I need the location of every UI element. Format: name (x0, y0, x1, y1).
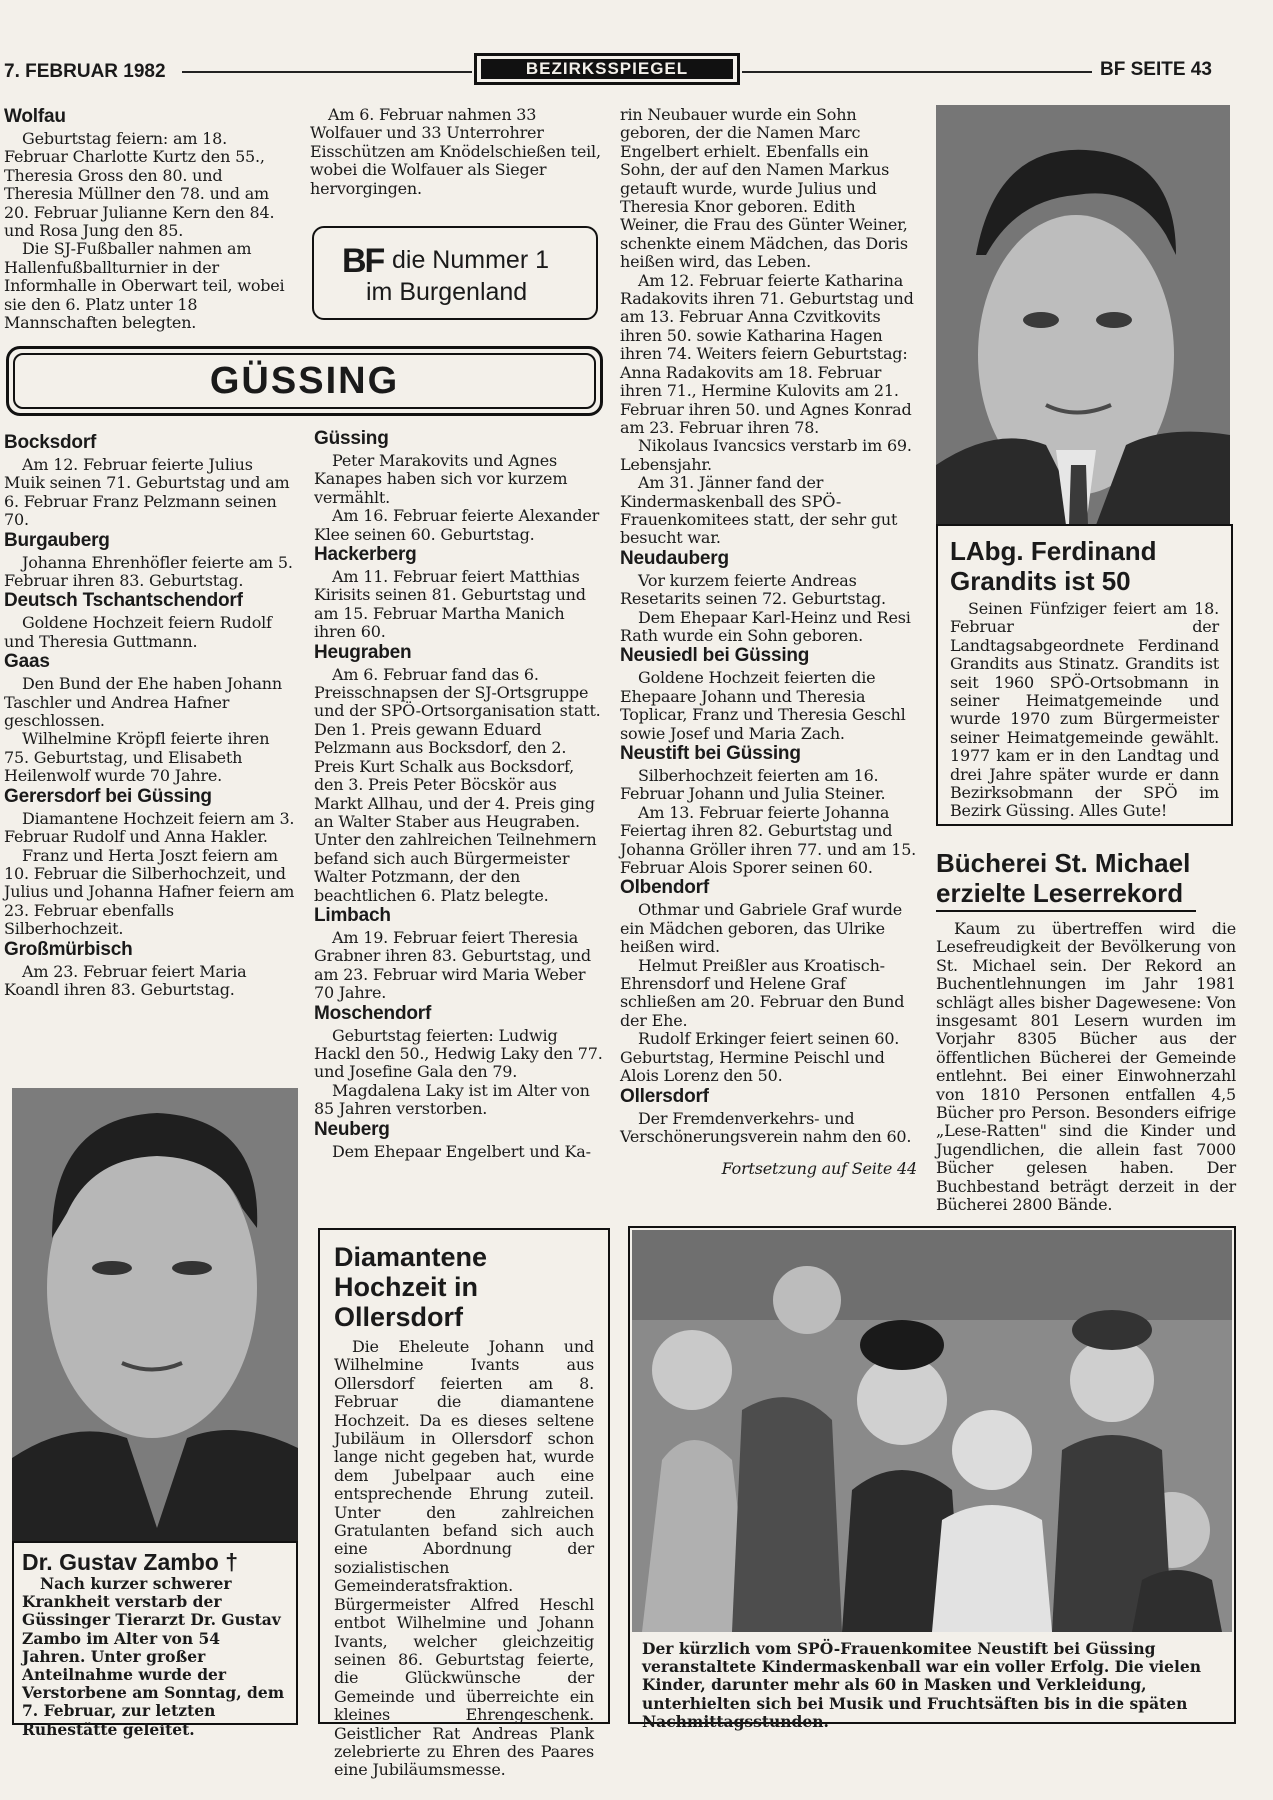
column-3 (620, 106, 917, 1179)
grandits-box (936, 524, 1233, 826)
village-paragraph: Geburtstag feierten: Ludwig Hackl den 50., Hedwig Laky den 77. und Josefine Gala den 79. (314, 1025, 603, 1082)
section-label: BEZIRKSSPIEGEL (474, 53, 740, 85)
promo-box (312, 226, 598, 320)
village-bocksdorf (4, 432, 296, 530)
village-title: Großmürbisch (4, 938, 133, 960)
wolfau-continued (310, 106, 604, 198)
region-banner (6, 346, 603, 416)
village-paragraph: Der Fremdenverkehrs- und Verschönerungsverein nahm den 60. (620, 1108, 912, 1146)
page-number: BF SEITE 43 (1100, 59, 1212, 80)
village-neustift-bei-gussing (620, 743, 917, 877)
village-title: Moschendorf (314, 1002, 432, 1024)
village-paragraph: Magdalena Laky ist im Alter von 85 Jahren verstorben. (314, 1080, 590, 1119)
village-gerersdorf-bei-gussing (4, 786, 296, 939)
buecherei-title: Bücherei St. Michael erzielte Leserrekord (936, 848, 1196, 912)
buecherei-article (936, 848, 1236, 1215)
village-title: Gerersdorf bei Güssing (4, 785, 212, 807)
neuberg-paragraph: Nikolaus Ivancsics verstarb im 69. Lebensjahr. (620, 436, 912, 474)
village-title: Neudauberg (620, 547, 729, 569)
neuberg-paragraph: Am 12. Februar feierte Katharina Radakovits ihren 71. Geburtstag und am 13. Februar Anna Czvitkovits ihren 50. sowie Katharina Hagen ihren 74. Weiters feiern Geburtstag: Anna Radakovits am 18. Februar ihren 71., Hermine Kulovits am 21. Februar ihren 50. und Agnes Konrad am 23. Februar ihren 78. (620, 270, 914, 437)
wolfau-paragraph: Die SJ-Fußballer nahmen am Hallenfußballturnier in der Informhalle in Oberwart teil, wobei sie den 6. Platz unter 18 Mannschaften belegten. (4, 239, 285, 333)
promo-line2: im Burgenland (366, 278, 528, 306)
village-title: Güssing (314, 428, 389, 449)
diamantene-title: Diamantene Hochzeit in Ollersdorf (334, 1242, 488, 1332)
village-title: Heugraben (314, 641, 412, 663)
village-paragraph: Goldene Hochzeit feierten die Ehepaare Johann und Theresia Toplicar, Franz und Theresia Geschl sowie Josef und Maria Zach. (620, 668, 906, 743)
continuation-note: Fortsetzung auf Seite 44 (721, 1159, 917, 1179)
village-title: Neuberg (314, 1118, 390, 1140)
bf-logo: BF (342, 242, 384, 280)
village-burgauberg (4, 530, 296, 591)
village-paragraph: Am 6. Februar fand das 6. Preisschnapsen der SJ-Ortsgruppe und der SPÖ-Ortsorganisation statt. Den 1. Preis gewann Eduard Pelzmann aus Bocksdorf, den 2. Preis Kurt Schalk aus Bocksdorf, den 3. Preis Peter Böcskör aus Markt Allhau, und der 4. Preis ging an Walter Staber aus Heugraben. Unter den zahlreichen Teilnehmern befand sich auch Bürgermeister Walter Potzmann, der den beachtlichen 6. Platz belegte. (314, 664, 601, 905)
zambo-title: Dr. Gustav Zambo † (22, 1549, 239, 1575)
village-title: Bocksdorf (4, 432, 97, 453)
village-paragraph: Goldene Hochzeit feiern Rudolf und Theresia Guttmann. (4, 613, 272, 651)
maskenball-photo (632, 1230, 1232, 1632)
grandits-text: Seinen Fünfziger feiert am 18. Februar der Landtagsabgeordnete Ferdinand Grandits aus Stinatz. Grandits ist seit 1960 SPÖ-Ortsobmann in seiner Heimatgemeinde und wurde 1970 zum Bürgermeister seiner Heimatgemeinde gewählt. 1977 kam er in den Landtag und drei Jahre später wurde er dann Bezirksobmann der SPÖ im Bezirk Güssing. Alles Gute! (950, 599, 1219, 821)
village-paragraph: Wilhelmine Kröpfl feierte ihren 75. Geburtstag, und Elisabeth Heilenwolf wurde 70 Jahre. (4, 729, 270, 786)
promo-line1: die Nummer 1 (392, 246, 549, 274)
village-title: Gaas (4, 651, 50, 673)
header-rule-left (182, 71, 472, 73)
village-paragraph: Am 16. Februar feierte Alexander Klee seinen 60. Geburtstag. (314, 506, 600, 544)
maskenball-caption: Der kürzlich vom SPÖ-Frauenkomitee Neustift bei Güssing veranstaltete Kindermaskenball war ein voller Erfolg. Die vielen Kinder, darunter mehr als 60 in Masken und Verkleidung, unterhielten sich bei Musik und Fruchtsäften bis in die späten Nachmittagsstunden. (642, 1639, 1201, 1731)
village-neuberg (314, 1119, 608, 1161)
village-title: Ollersdorf (620, 1085, 709, 1107)
village-paragraph: Vor kurzem feierte Andreas Resetarits seinen 72. Geburtstag. (620, 570, 886, 609)
grandits-title: LAbg. Ferdinand Grandits ist 50 (950, 536, 1157, 596)
diamantene-text: Die Eheleute Johann und Wilhelmine Ivants aus Ollersdorf feierten am 8. Februar die diamantene Hochzeit. Da es dieses seltene Jubiläum in Ollersdorf schon lange nicht gegeben hat, wurde dem Jubelpaar auch eine entsprechende Ehrung zuteil. Unter den zahlreichen Gratulanten befand sich auch eine Abordnung der sozialistischen Gemeinderatsfraktion. Bürgermeister Alfred Heschl entbot Wilhelmine und Johann Ivants, welcher gleichzeitig seinen 86. Geburtstag feierte, die Glückwünsche der Gemeinde und überreichte ein kleines Ehrengeschenk. Geistlicher Rat Andreas Plank zelebrierte zu Ehren des Paares eine Jubiläumsmesse. (334, 1337, 594, 1780)
neuberg-paragraph: rin Neubauer wurde ein Sohn geboren, der die Namen Marc Engelbert erhielt. Ebenfalls ein Sohn, der auf den Namen Markus getauft wurde, wurde Julius und Theresia Knor geboren. Edith Weiner, die Frau des Günter Weiner, schenkte einem Mädchen, das Doris heißen wird, das Leben. (620, 105, 908, 272)
neuberg-paragraph: Am 31. Jänner fand der Kindermaskenball des SPÖ-Frauenkomitees statt, der sehr gut besucht war. (620, 473, 898, 548)
village-title: Olbendorf (620, 877, 709, 899)
column-1 (4, 432, 296, 999)
village-hackerberg (314, 544, 608, 642)
header-date: 7. FEBRUAR 1982 (4, 61, 166, 82)
buecherei-text: Kaum zu übertreffen wird die Lesefreudigkeit der Bevölkerung von St. Michael sein. Der Rekord an Buchentlehnungen im Jahr 1981 schlägt alles bisher Dagewesene: Von insgesamt 801 Lesern wurden im Vorjahr 8305 Bücher aus der öffentlichen Bücherei der Gemeinde entlehnt. Bei einer Einwohnerzahl von 1810 Personen entfallen 4,5 Bücher pro Person. Besonders eifrige „Lese-Ratten" sind die Kinder und Jugendlichen, die allein fast 7000 Bücher gelesen haben. Der Buchbestand beträgt derzeit in der Bücherei 2800 Bände. (936, 919, 1236, 1215)
header-rule-right (742, 71, 1092, 73)
wolfau-paragraph: Geburtstag feiern: am 18. Februar Charlotte Kurtz den 55., Theresia Gross den 80. und Theresia Müllner den 78. und am 20. Februar Julianne Kern den 84. und Rosa Jung den 85. (4, 129, 275, 241)
grandits-portrait-image (936, 105, 1230, 525)
zambo-text: Nach kurzer schwerer Krankheit verstarb der Güssinger Tierarzt Dr. Gustav Zambo im Alter von 54 Jahren. Unter großer Anteilnahme wurde der Verstorbene am Sonntag, dem 7. Februar, zur letzten Ruhestätte geleitet. (22, 1574, 285, 1739)
village-grossmurbisch (4, 939, 296, 1000)
village-paragraph: Helmut Preißler aus Kroatisch-Ehrensdorf und Helene Graf schließen am 20. Februar den Bund der Ehe. (620, 955, 905, 1030)
village-moschendorf (314, 1003, 608, 1119)
village-paragraph: Johanna Ehrenhöfler feierte am 5. Februar ihren 83. Geburtstag. (4, 552, 293, 591)
wolfau-article (4, 106, 292, 332)
village-paragraph: Den Bund der Ehe haben Johann Taschler und Andrea Hafner geschlossen. (4, 674, 283, 731)
region-banner-title: GÜSSING (209, 359, 400, 402)
village-paragraph: Am 13. Februar feierte Johanna Feiertag ihren 82. Geburtstag und Johanna Gröller ihren 77. und am 15. Februar Alois Sporer seinen 60. (620, 802, 917, 878)
village-neudauberg (620, 548, 917, 646)
village-paragraph: Silberhochzeit feierten am 16. Februar Johann und Julia Steiner. (620, 766, 886, 804)
village-title: Limbach (314, 904, 391, 926)
village-paragraph: Rudolf Erkinger feiert seinen 60. Geburtstag, Hermine Peischl und Alois Lorenz den 50. (620, 1029, 900, 1086)
village-paragraph: Franz und Herta Joszt feiern am 10. Februar die Silberhochzeit, und Julius und Johanna Hafner feiern am 23. Februar ebenfalls Silberhochzeit. (4, 845, 295, 939)
village-paragraph: Am 23. Februar feiert Maria Koandl ihren 83. Geburtstag. (4, 961, 247, 999)
village-heugraben (314, 642, 608, 905)
wolfau-title: Wolfau (4, 106, 66, 127)
village-olbendorf (620, 877, 917, 1085)
village-paragraph: Othmar und Gabriele Graf wurde ein Mädchen geboren, das Ulrike heißen wird. (620, 900, 903, 957)
village-paragraph: Dem Ehepaar Engelbert und Ka- (332, 1141, 591, 1161)
zambo-photo (12, 1088, 298, 1543)
zambo-portrait-image (12, 1088, 298, 1543)
zambo-box (12, 1541, 298, 1739)
maskenball-image (632, 1230, 1232, 1632)
grandits-photo (936, 105, 1230, 525)
village-title: Neustift bei Güssing (620, 743, 801, 764)
village-ollersdorf (620, 1086, 917, 1147)
village-gussing (314, 428, 608, 544)
village-neusiedl-bei-gussing (620, 645, 917, 743)
village-paragraph: Am 19. Februar feiert Theresia Grabner ihren 83. Geburtstag, und am 23. Februar wird Maria Weber 70 Jahre. (314, 927, 591, 1003)
wolfau-paragraph: Am 6. Februar nahmen 33 Wolfauer und 33 Unterrohrer Eisschützen am Knödelschießen teil, wobei die Wolfauer als Sieger hervorgingen. (310, 105, 601, 198)
village-gaas (4, 651, 296, 785)
village-limbach (314, 905, 608, 1003)
village-paragraph: Dem Ehepaar Karl-Heinz und Resi Rath wurde ein Sohn geboren. (620, 607, 911, 645)
village-title: Burgauberg (4, 529, 110, 551)
column-2 (314, 428, 608, 1161)
village-deutsch-tschantschendorf (4, 590, 296, 651)
maskenball-box (628, 1226, 1236, 1731)
village-paragraph: Am 12. Februar feierte Julius Muik seinen 71. Geburtstag und am 6. Februar Franz Pelzmann seinen 70. (4, 455, 290, 530)
diamantene-box (318, 1228, 610, 1780)
village-title: Deutsch Tschantschendorf (4, 590, 243, 612)
village-title: Neusiedl bei Güssing (620, 645, 810, 667)
village-paragraph: Am 11. Februar feiert Matthias Kirisits seinen 81. Geburtstag und am 15. Februar Martha Manich ihren 60. (314, 567, 586, 642)
village-paragraph: Peter Marakovits und Agnes Kanapes haben sich vor kurzem vermählt. (314, 451, 568, 507)
village-paragraph: Diamantene Hochzeit feiern am 3. Februar Rudolf und Anna Hakler. (4, 808, 295, 847)
village-title: Hackerberg (314, 544, 417, 566)
